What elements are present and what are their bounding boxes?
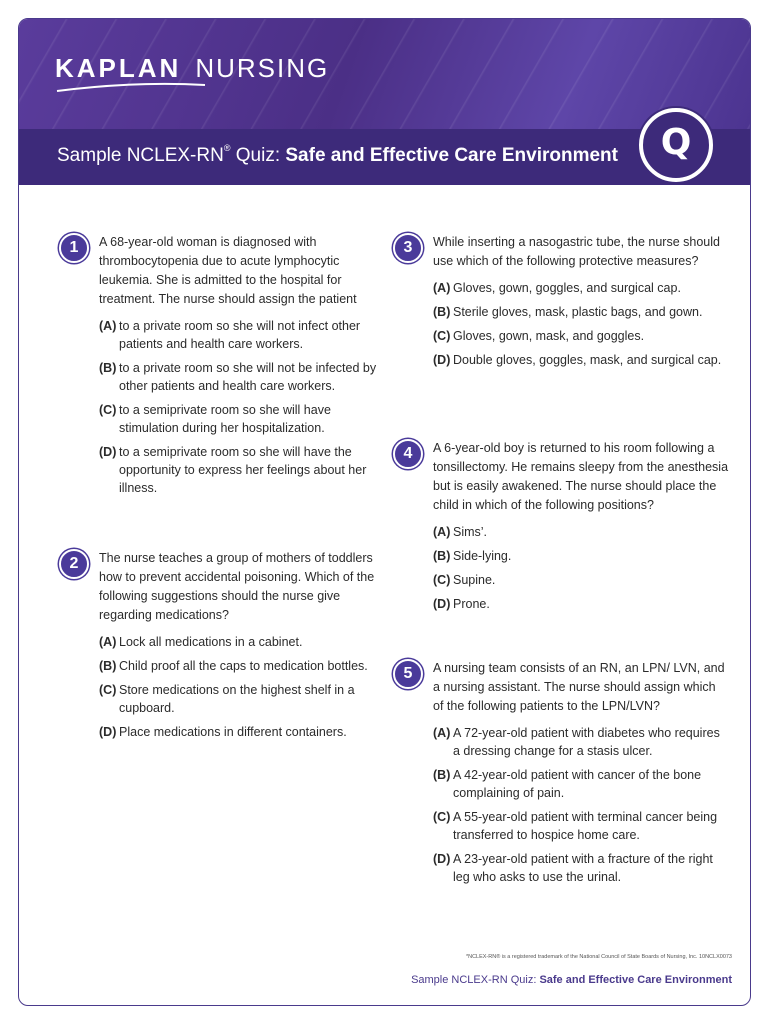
- logo-nursing: NURSING: [195, 53, 330, 83]
- option-text: Place medications in different containers.: [119, 725, 347, 739]
- question-number-badge: 2: [59, 549, 89, 579]
- option-text: to a semiprivate room so she will have the opportunity to express her feelings about her illness.: [119, 445, 367, 495]
- option-text: A 42-year-old patient with cancer of the bone complaining of pain.: [453, 768, 702, 800]
- answer-option: [433, 808, 729, 844]
- answer-option: [99, 401, 389, 437]
- answer-option: [433, 303, 729, 321]
- question-number-badge: 4: [393, 439, 423, 469]
- page-footer: Sample NCLEX-RN Quiz: Safe and Effective Care Environment: [411, 974, 732, 986]
- option-letter: (D): [433, 852, 451, 866]
- kaplan-nursing-logo: [55, 53, 329, 84]
- option-text: to a private room so she will not be infected by other patients and health care workers.: [119, 361, 377, 393]
- question-number-badge: 3: [393, 233, 423, 263]
- option-letter: (A): [99, 635, 117, 649]
- answer-option: [433, 850, 729, 886]
- option-letter: (B): [99, 659, 117, 673]
- option-letter: (C): [433, 329, 451, 343]
- answer-option: [433, 523, 729, 541]
- answer-option: [99, 359, 389, 395]
- option-letter: (C): [99, 683, 117, 697]
- option-letter: (B): [433, 549, 451, 563]
- option-letter: (B): [433, 768, 451, 782]
- option-letter: (D): [433, 597, 451, 611]
- answer-option: [433, 279, 729, 297]
- answer-option: [433, 547, 729, 565]
- answer-option: [433, 724, 729, 760]
- option-text: to a private room so she will not infect other patients and health care workers.: [119, 319, 361, 351]
- question-stem: A nursing team consists of an RN, an LPN/ LVN, and a nursing assistant. The nurse should assign which of the following patients to the LPN/LVN?: [433, 661, 725, 713]
- option-text: Prone.: [453, 597, 490, 611]
- question-1: [69, 233, 389, 503]
- option-text: Sims’.: [453, 525, 488, 539]
- page-title: Sample NCLEX-RN® Quiz: Safe and Effective Care Environment: [57, 143, 618, 166]
- page-frame: [18, 18, 751, 1006]
- option-letter: (A): [99, 319, 117, 333]
- logo-kaplan: KAPLAN: [55, 53, 182, 83]
- question-number-badge: 1: [59, 233, 89, 263]
- answer-option: [99, 317, 389, 353]
- answer-option: [433, 595, 729, 613]
- answer-option: [99, 443, 389, 497]
- option-text: Store medications on the highest shelf in a cupboard.: [119, 683, 355, 715]
- option-letter: (D): [99, 445, 117, 459]
- option-text: Double gloves, goggles, mask, and surgical cap.: [453, 353, 722, 367]
- question-stem: A 68-year-old woman is diagnosed with thrombocytopenia due to acute lymphocytic leukemia. She is admitted to the hospital for treatment. The nurse should assign the patient: [99, 235, 357, 306]
- answer-option: [433, 327, 729, 345]
- question-2: [69, 549, 389, 747]
- answer-option: [99, 633, 389, 651]
- option-letter: (C): [433, 810, 451, 824]
- option-letter: (C): [99, 403, 117, 417]
- option-letter: (A): [433, 281, 451, 295]
- trademark-footnote: *NCLEX-RN® is a registered trademark of the National Council of State Boards of Nursing, Inc. 10NCLX0073: [465, 954, 732, 960]
- option-text: A 72-year-old patient with diabetes who requires a dressing change for a stasis ulcer.: [453, 726, 720, 758]
- option-letter: (C): [433, 573, 451, 587]
- option-text: A 55-year-old patient with terminal cancer being transferred to hospice home care.: [453, 810, 718, 842]
- option-letter: (B): [433, 305, 451, 319]
- question-number-badge: 5: [393, 659, 423, 689]
- answer-option: [433, 766, 729, 802]
- option-letter: (A): [433, 726, 451, 740]
- question-3: [403, 233, 729, 375]
- option-text: Gloves, gown, goggles, and surgical cap.: [453, 281, 681, 295]
- answer-option: [99, 681, 389, 717]
- option-letter: (A): [433, 525, 451, 539]
- option-text: Sterile gloves, mask, plastic bags, and gown.: [453, 305, 703, 319]
- option-text: Supine.: [453, 573, 496, 587]
- answer-option: [433, 351, 729, 369]
- answer-option: [99, 657, 389, 675]
- option-text: to a semiprivate room so she will have stimulation during her hospitalization.: [119, 403, 331, 435]
- quiz-q-badge: Q: [639, 108, 713, 182]
- answer-option: [433, 571, 729, 589]
- option-text: Side-lying.: [453, 549, 512, 563]
- option-text: Child proof all the caps to medication bottles.: [119, 659, 368, 673]
- answer-option: [99, 723, 389, 741]
- question-stem: A 6-year-old boy is returned to his room following a tonsillectomy. He remains sleepy from the anesthesia but is easily awakened. The nurse should place the child in which of the following positions?: [433, 441, 729, 512]
- option-letter: (D): [99, 725, 117, 739]
- question-5: [403, 659, 729, 892]
- option-letter: (B): [99, 361, 117, 375]
- option-letter: (D): [433, 353, 451, 367]
- title-topic: Safe and Effective Care Environment: [285, 145, 618, 166]
- logo-swoosh-icon: [55, 81, 215, 95]
- question-stem: While inserting a nasogastric tube, the nurse should use which of the following protective measures?: [433, 235, 720, 268]
- question-stem: The nurse teaches a group of mothers of toddlers how to prevent accidental poisoning. Which of the following suggestions should the nurse give regarding medications?: [99, 551, 375, 622]
- option-text: A 23-year-old patient with a fracture of the right leg who asks to use the urinal.: [453, 852, 713, 884]
- question-4: [403, 439, 729, 619]
- option-text: Lock all medications in a cabinet.: [119, 635, 303, 649]
- option-text: Gloves, gown, mask, and goggles.: [453, 329, 645, 343]
